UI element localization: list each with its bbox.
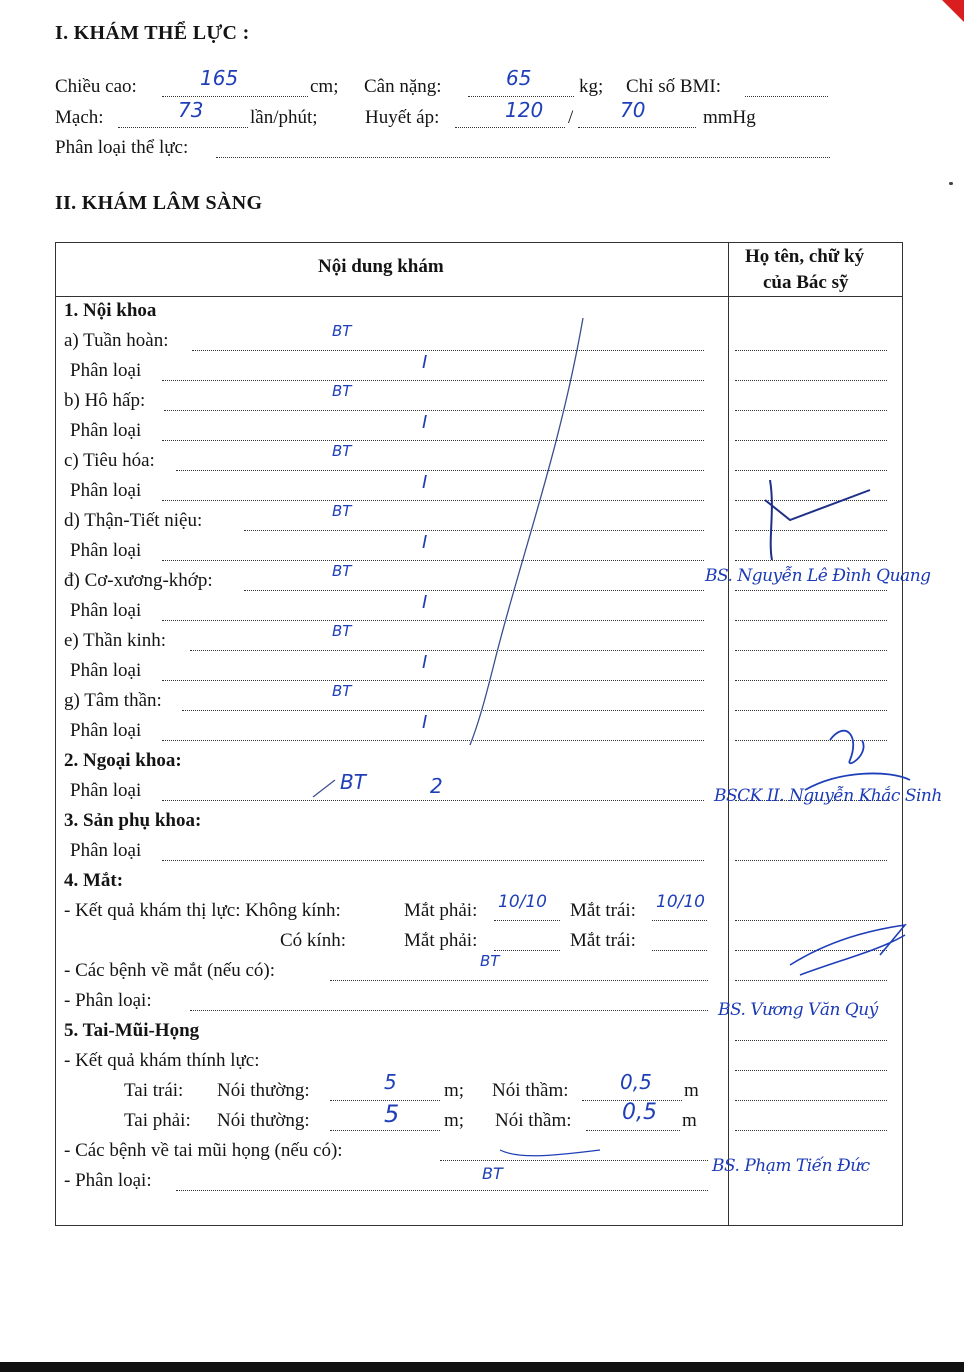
internal-item-label: a) Tuần hoàn:: [64, 330, 169, 351]
ent-right-whisper-unit: m: [682, 1110, 697, 1131]
internal-doctor-scrawl: [765, 480, 870, 560]
col-header-content: Nội dung khám: [318, 256, 444, 277]
internal-item-class: I: [422, 712, 428, 733]
internal-item-label: c) Tiêu hóa:: [64, 450, 155, 471]
ent-diseases-label: - Các bệnh về tai mũi họng (nếu có):: [64, 1140, 343, 1161]
ent-left-normal-value: 5: [384, 1070, 397, 1094]
eyes-doctor-signature: BS. Vương Văn Quý: [718, 1000, 878, 1020]
weight-label: Cân nặng:: [364, 76, 442, 97]
eyes-left-value: 10/10: [656, 892, 705, 912]
ent-right-whisper-value: 0,5: [622, 1100, 657, 1125]
height-label: Chiều cao:: [55, 76, 137, 97]
internal-item-classify-label: Phân loại: [70, 360, 142, 381]
eyes-right-value: 10/10: [498, 892, 547, 912]
bp-diastolic-value: 70: [620, 98, 646, 122]
eyes-classify-label: - Phân loại:: [64, 990, 152, 1011]
eyes-glasses-right-label: Mắt phải:: [404, 930, 478, 951]
internal-item-class: I: [422, 472, 428, 493]
internal-item-class: I: [422, 352, 428, 373]
surgery-title: 2. Ngoại khoa:: [64, 750, 182, 771]
internal-item-classify-label: Phân loại: [70, 480, 142, 501]
weight-unit: kg;: [579, 76, 604, 97]
pulse-value: 73: [178, 98, 204, 122]
ent-left-whisper-label: Nói thầm:: [492, 1080, 569, 1101]
ent-right-normal-value: 5: [384, 1100, 400, 1128]
eyes-left-label: Mắt trái:: [570, 900, 636, 921]
ent-diseases-dash: [500, 1150, 600, 1156]
col-header-doctor-line1: Họ tên, chữ ký: [745, 246, 865, 267]
pulse-unit: lần/phút;: [250, 107, 318, 128]
height-unit: cm;: [310, 76, 339, 97]
eyes-diseases-label: - Các bệnh về mắt (nếu có):: [64, 960, 276, 981]
ent-right-normal-label: Nói thường:: [217, 1110, 310, 1131]
internal-item-label: e) Thần kinh:: [64, 630, 167, 651]
internal-item-label: d) Thận-Tiết niệu:: [64, 510, 203, 531]
bmi-label: Chỉ số BMI:: [626, 76, 722, 97]
eyes-doctor-scrawl: [790, 925, 905, 975]
section-physical-heading: I. KHÁM THỂ LỰC :: [55, 22, 250, 44]
internal-medicine-title: 1. Nội khoa: [64, 300, 157, 321]
bp-systolic-value: 120: [505, 98, 544, 122]
ent-hearing-label: - Kết quả khám thính lực:: [64, 1050, 260, 1071]
surgery-classify-label: Phân loại: [70, 780, 142, 801]
eyes-title: 4. Mắt:: [64, 870, 124, 891]
eyes-diseases-value: BT: [480, 952, 500, 970]
surgery-doctor-scrawl: [805, 731, 910, 790]
bp-unit: mmHg: [703, 107, 756, 128]
internal-item-class: I: [422, 412, 428, 433]
obstetrics-title: 3. Sản phụ khoa:: [64, 810, 202, 831]
internal-item-class: I: [422, 532, 428, 553]
internal-item-classify-label: Phân loại: [70, 420, 142, 441]
ent-right-normal-unit: m;: [444, 1110, 465, 1131]
internal-item-label: g) Tâm thần:: [64, 690, 162, 711]
ent-left-ear-label: Tai trái:: [124, 1080, 184, 1101]
surgery-value: BT: [340, 770, 366, 794]
ent-left-normal-unit: m;: [444, 1080, 465, 1101]
internal-item-value: BT: [332, 562, 352, 580]
obstetrics-classify-label: Phân loại: [70, 840, 142, 861]
obstetrics-doctor-signature: BSCK II. Nguyễn Khắc Sinh: [714, 786, 942, 806]
internal-item-value: BT: [332, 682, 352, 700]
internal-item-value: BT: [332, 622, 352, 640]
ent-left-normal-label: Nói thường:: [217, 1080, 310, 1101]
eyes-glasses-left-label: Mắt trái:: [570, 930, 636, 951]
internal-item-label: đ) Cơ-xương-khớp:: [64, 570, 213, 591]
surgery-class: 2: [430, 774, 443, 798]
internal-item-classify-label: Phân loại: [70, 540, 142, 561]
internal-item-classify-label: Phân loại: [70, 660, 142, 681]
eyes-glasses-label: Có kính:: [280, 930, 346, 951]
ent-right-whisper-label: Nói thầm:: [495, 1110, 572, 1131]
internal-item-value: BT: [332, 442, 352, 460]
internal-doctor-signature: BS. Nguyễn Lê Đình Quang: [705, 566, 931, 586]
internal-item-class: I: [422, 592, 428, 613]
height-value: 165: [200, 66, 239, 90]
col-header-doctor-line2: của Bác sỹ: [763, 272, 849, 293]
ent-classify-value: BT: [482, 1164, 503, 1183]
ent-left-whisper-unit: m: [684, 1080, 699, 1101]
eyes-vision-label: - Kết quả khám thị lực: Không kính:: [64, 900, 341, 921]
ent-right-ear-label: Tai phải:: [124, 1110, 191, 1131]
internal-item-class: I: [422, 652, 428, 673]
ent-left-whisper-value: 0,5: [620, 1070, 652, 1094]
bp-separator: /: [568, 107, 574, 128]
internal-item-value: BT: [332, 502, 352, 520]
surgery-tick: [313, 780, 335, 797]
ent-doctor-signature: BS. Phạm Tiến Đức: [712, 1156, 870, 1176]
internal-item-value: BT: [332, 322, 352, 340]
pulse-label: Mạch:: [55, 107, 104, 128]
internal-item-classify-label: Phân loại: [70, 720, 142, 741]
bp-label: Huyết áp:: [365, 107, 440, 128]
weight-value: 65: [506, 66, 532, 90]
physical-classification-label: Phân loại thể lực:: [55, 137, 189, 158]
internal-check-stroke: [470, 318, 583, 745]
eyes-right-label: Mắt phải:: [404, 900, 478, 921]
section-clinical-heading: II. KHÁM LÂM SÀNG: [55, 192, 263, 214]
internal-item-classify-label: Phân loại: [70, 600, 142, 621]
ent-title: 5. Tai-Mũi-Họng: [64, 1020, 200, 1041]
internal-item-label: b) Hô hấp:: [64, 390, 146, 411]
internal-item-value: BT: [332, 382, 352, 400]
ent-classify-label: - Phân loại:: [64, 1170, 152, 1191]
bottom-edge-bar: [0, 1362, 964, 1372]
